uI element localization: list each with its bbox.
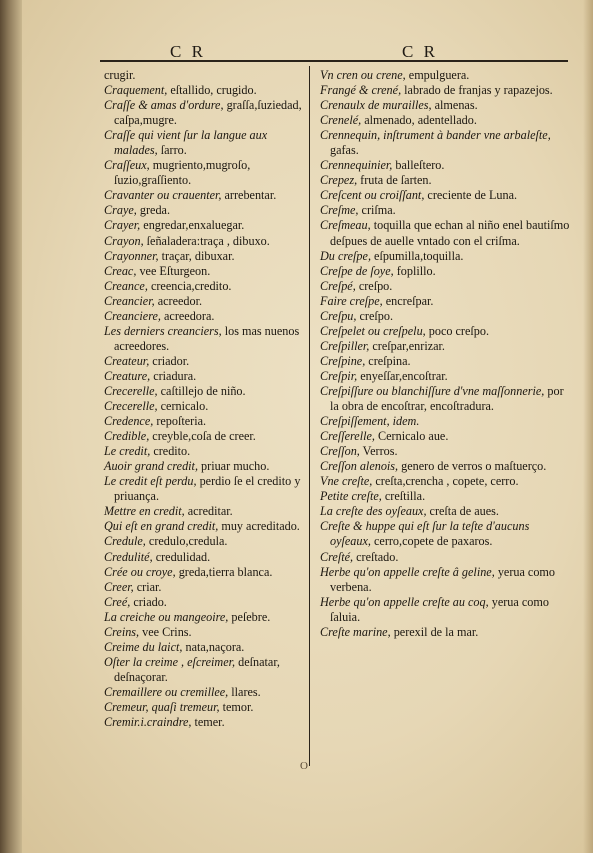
entry-headword: Creſſon, <box>320 444 360 459</box>
entry-headword: Crennequinier, <box>320 158 393 173</box>
dictionary-entry <box>104 384 306 399</box>
entry-translation: empulguera. <box>405 68 470 82</box>
entry-headword: Creſpine, <box>320 353 366 368</box>
entry-translation: mugriento,mugroſo, ſuzio,graſſiento. <box>114 158 251 188</box>
entry-headword: Crecerelle, <box>104 383 158 398</box>
entry-headword: Faire creſpe, <box>320 293 383 308</box>
entry-translation: temor. <box>219 699 254 714</box>
entry-headword: Creſte & huppe qui eſt ſur la teſte d'aucuns oyſeaux, <box>320 519 530 549</box>
dictionary-entry <box>320 339 570 354</box>
dictionary-entry <box>320 309 570 324</box>
entry-headword: Le credit eſt perdu, <box>104 474 197 489</box>
dictionary-entry <box>320 324 570 339</box>
dictionary-entry <box>320 625 570 640</box>
running-header <box>0 42 593 62</box>
entry-headword: Creac, <box>104 263 137 278</box>
entry-headword: Qui eſt en grand credit, <box>104 519 219 534</box>
dictionary-entry <box>320 354 570 369</box>
dictionary-entry <box>104 550 306 565</box>
dictionary-entry <box>104 625 306 640</box>
dictionary-entry <box>320 173 570 188</box>
entry-headword: Creſpé, <box>320 278 356 293</box>
entry-headword: Creime du laict, <box>104 639 183 654</box>
entry-translation: graſſa,ſuziedad, caſpa,mugre. <box>114 98 302 128</box>
footer-mark: O <box>300 760 308 772</box>
entry-headword: Credule, <box>104 534 146 549</box>
entry-translation: almenas. <box>431 98 478 113</box>
entry-headword: Vne creſte, <box>320 474 373 489</box>
entry-headword: La creſte des oyſeaux, <box>320 504 427 519</box>
entry-headword: Crée ou croye, <box>104 564 176 579</box>
entry-translation: priuar mucho. <box>198 459 270 474</box>
entry-translation: nata,naçora. <box>182 639 245 654</box>
dictionary-entry <box>104 294 306 309</box>
entry-headword: Crayonner, <box>104 248 159 263</box>
entry-headword: Creé, <box>104 594 131 609</box>
dictionary-entry <box>320 489 570 504</box>
entry-headword: Craye, <box>104 203 137 218</box>
entry-headword: Vn cren ou crene, <box>320 68 406 82</box>
entry-translation: fruta de ſarten. <box>357 173 432 188</box>
dictionary-entry <box>320 98 570 113</box>
entry-headword: Credulité, <box>104 549 153 564</box>
entry-translation: creſta,crencha , copete, cerro. <box>372 474 519 489</box>
entry-translation: creyble,coſa de creer. <box>149 429 256 444</box>
entry-headword: Creanciere, <box>104 308 161 323</box>
entry-headword: Crenaulx de murailles, <box>320 98 432 113</box>
dictionary-entry <box>104 655 306 685</box>
entry-translation: engredar,enxaluegar. <box>140 218 245 233</box>
entry-headword: Creſpu, <box>320 308 357 323</box>
entry-translation: cerro,copete de paxaros. <box>370 534 493 549</box>
dictionary-entry <box>320 504 570 519</box>
entry-headword: Creſpir, <box>320 368 358 383</box>
dictionary-entry <box>104 324 306 354</box>
entry-headword: Cravanter ou crauenter, <box>104 188 222 203</box>
entry-translation: yerua como ſaluia. <box>330 594 549 624</box>
entry-headword: Creature, <box>104 368 151 383</box>
dictionary-entry <box>104 504 306 519</box>
entry-headword: Herbe qu'on appelle creſte au coq, <box>320 594 489 609</box>
entry-headword: Mettre en credit, <box>104 504 185 519</box>
dictionary-entry <box>320 595 570 625</box>
dictionary-entry <box>320 429 570 444</box>
entry-translation: Cernicalo aue. <box>374 429 449 444</box>
entry-headword: Cremir.i.craindre, <box>104 715 192 730</box>
entry-translation: poco creſpo. <box>425 323 490 338</box>
entry-headword: Creſſon alenois, <box>320 459 399 474</box>
entry-headword: Craquement, <box>104 83 168 98</box>
entry-headword: Crennequin, inſtrument à bander vne arbaleſte, <box>320 128 551 143</box>
dictionary-entry <box>104 595 306 610</box>
dictionary-entry <box>104 565 306 580</box>
entry-headword: Crayon, <box>104 233 144 248</box>
dictionary-entry <box>320 188 570 203</box>
entry-translation: acreedora. <box>160 308 215 323</box>
dictionary-entry <box>320 203 570 218</box>
dictionary-entry <box>320 565 570 595</box>
entry-headword: Creſmeau, <box>320 218 371 233</box>
entry-translation: vee Crins. <box>139 624 192 639</box>
dictionary-entry <box>320 113 570 128</box>
book-gutter <box>0 0 22 853</box>
entry-translation: vee Eſturgeon. <box>136 263 211 278</box>
dictionary-entry <box>104 188 306 203</box>
entry-translation: balleſtero. <box>392 158 445 173</box>
entry-headword: Cremeur, quaſi tremeur, <box>104 699 220 714</box>
entry-translation: Verros. <box>359 444 398 459</box>
dictionary-entry <box>104 715 306 730</box>
entry-headword: Crenelé, <box>320 113 362 128</box>
entry-headword: Creſpiſſement, idem. <box>320 414 420 429</box>
entry-translation: toquilla que echan al niño enel bautiſmo deſpues de auelle vntado con el criſma. <box>330 218 570 248</box>
entry-translation: creſtado. <box>353 549 399 564</box>
entry-headword: Cremaillere ou cremillee, <box>104 684 229 699</box>
entry-translation: perexil de la mar. <box>390 624 479 639</box>
dictionary-entry <box>104 249 306 264</box>
entry-translation: creencia,credito. <box>147 278 232 293</box>
entry-translation: creſpo. <box>356 308 393 323</box>
entry-translation: credulo,credula. <box>145 534 228 549</box>
entry-headword: Creſme, <box>320 203 359 218</box>
header-right: C R <box>402 42 438 61</box>
entry-translation: genero de verros o maſtuerço. <box>398 459 547 474</box>
entry-translation: foplillo. <box>393 263 436 278</box>
dictionary-entry <box>320 158 570 173</box>
dictionary-entry <box>104 218 306 233</box>
entry-translation: ſarro. <box>157 143 187 158</box>
dictionary-entry <box>104 68 306 83</box>
dictionary-entry <box>104 203 306 218</box>
dictionary-entry <box>320 218 570 248</box>
entry-translation: almenado, adentellado. <box>361 113 477 128</box>
entry-translation: acreditar. <box>184 504 233 519</box>
entry-translation: creſpar,enrizar. <box>369 338 445 353</box>
entry-translation: los mas nuenos acreedores. <box>114 323 300 353</box>
entry-translation: encreſpar. <box>382 293 434 308</box>
dictionary-entry <box>104 369 306 384</box>
entry-translation: llares. <box>228 684 261 699</box>
dictionary-entry <box>104 399 306 414</box>
entry-translation: labrado de franjas y rapazejos. <box>401 83 553 98</box>
entry-translation: creſpo. <box>355 278 393 293</box>
entry-translation: creſtilla. <box>381 489 426 504</box>
dictionary-entry <box>320 369 570 384</box>
entry-headword: Crepez, <box>320 173 358 188</box>
entry-headword: Crayer, <box>104 218 141 233</box>
entry-headword: La creiche ou mangeoire, <box>104 609 229 624</box>
entry-headword: Les derniers creanciers, <box>104 323 222 338</box>
entry-translation: acreedor. <box>154 293 203 308</box>
dictionary-entry <box>104 354 306 369</box>
dictionary-entry <box>104 83 306 98</box>
dictionary-entry <box>104 610 306 625</box>
dictionary-entry <box>320 384 570 414</box>
dictionary-entry <box>104 580 306 595</box>
page-edge <box>583 0 593 853</box>
dictionary-entry <box>104 685 306 700</box>
entry-headword: Creſcent ou croiſſant, <box>320 188 425 203</box>
dictionary-entry <box>104 459 306 474</box>
dictionary-entry <box>320 128 570 158</box>
left-column <box>104 68 306 730</box>
entry-translation: yerua como verbena. <box>330 564 556 594</box>
entry-translation: crugir. <box>104 68 136 82</box>
dictionary-entry <box>104 128 306 158</box>
dictionary-entry <box>320 519 570 549</box>
entry-headword: Le credit, <box>104 444 151 459</box>
entry-translation: eſpumilla,toquilla. <box>371 248 464 263</box>
dictionary-entry <box>320 444 570 459</box>
dictionary-entry <box>320 294 570 309</box>
dictionary-entry <box>104 444 306 459</box>
dictionary-entry <box>104 309 306 324</box>
entry-headword: Creſpiller, <box>320 338 370 353</box>
entry-translation: criar. <box>133 579 162 594</box>
dictionary-entry <box>320 279 570 294</box>
column-separator <box>309 66 310 766</box>
dictionary-entry <box>320 414 570 429</box>
entry-translation: traçar, dibuxar. <box>158 248 235 263</box>
entry-translation: criadura. <box>150 368 197 383</box>
entry-headword: Creins, <box>104 624 140 639</box>
entry-headword: Creſte marine, <box>320 624 391 639</box>
dictionary-entry <box>320 474 570 489</box>
entry-translation: cernicalo. <box>157 399 209 414</box>
entry-headword: Auoir grand credit, <box>104 459 198 474</box>
dictionary-entry <box>104 429 306 444</box>
dictionary-entry <box>104 519 306 534</box>
entry-headword: Du creſpe, <box>320 248 371 263</box>
dictionary-entry <box>104 158 306 188</box>
header-rule <box>100 60 568 62</box>
dictionary-entry <box>320 459 570 474</box>
entry-translation: credulidad. <box>152 549 211 564</box>
entry-headword: Petite creſte, <box>320 489 382 504</box>
entry-translation: criador. <box>149 353 190 368</box>
entry-headword: Createur, <box>104 353 150 368</box>
dictionary-entry <box>320 249 570 264</box>
entry-translation: arrebentar. <box>221 188 277 203</box>
dictionary-entry <box>104 264 306 279</box>
entry-headword: Craſſe qui vient ſur la langue aux malades, <box>104 128 268 158</box>
dictionary-entry <box>320 550 570 565</box>
entry-headword: Credible, <box>104 429 150 444</box>
entry-translation: muy acreditado. <box>218 519 300 534</box>
entry-translation: greda. <box>136 203 171 218</box>
entry-translation: greda,tierra blanca. <box>175 564 273 579</box>
entry-headword: Craſſe & amas d'ordure, <box>104 98 224 113</box>
entry-translation: perdio ſe el credito y priuança. <box>114 474 301 504</box>
dictionary-entry <box>104 640 306 655</box>
entry-translation: ſeñaladera:traça , dibuxo. <box>143 233 270 248</box>
dictionary-entry <box>104 414 306 429</box>
right-column <box>320 68 570 640</box>
dictionary-entry <box>104 700 306 715</box>
entry-translation: peſebre. <box>228 609 271 624</box>
dictionary-entry <box>104 279 306 294</box>
dictionary-entry <box>104 98 306 128</box>
entry-translation: repoſteria. <box>153 414 207 429</box>
entry-translation: criado. <box>130 594 167 609</box>
entry-headword: Herbe qu'on appelle creſte â geline, <box>320 564 495 579</box>
entry-headword: Frangé & crené, <box>320 83 402 98</box>
entry-headword: Creer, <box>104 579 134 594</box>
entry-translation: gafas. <box>330 143 359 158</box>
dictionary-entry <box>320 68 570 83</box>
entry-headword: Credence, <box>104 414 154 429</box>
entry-translation: por la obra de encoſtrar, encoſtradura. <box>330 383 564 414</box>
header-left: C R <box>170 42 206 61</box>
entry-translation: creſta de aues. <box>426 504 499 519</box>
entry-headword: Creſpe de ſoye, <box>320 263 394 278</box>
entry-headword: Oſter la creime , eſcreimer, <box>104 654 236 669</box>
entry-headword: Creſté, <box>320 549 354 564</box>
entry-headword: Creſpelet ou creſpelu, <box>320 323 426 338</box>
entry-translation: eſtallido, crugido. <box>167 83 257 98</box>
entry-translation: criſma. <box>358 203 396 218</box>
entry-translation: deſnatar, deſnaçorar. <box>114 654 280 684</box>
entry-translation: temer. <box>191 715 225 730</box>
entry-translation: creciente de Luna. <box>424 188 518 203</box>
entry-headword: Creſſerelle, <box>320 429 375 444</box>
entry-headword: Creance, <box>104 278 148 293</box>
dictionary-entry <box>104 234 306 249</box>
entry-headword: Craſſeux, <box>104 158 150 173</box>
entry-headword: Creancier, <box>104 293 155 308</box>
entry-translation: creſpina. <box>365 353 411 368</box>
entry-translation: enyeſſar,encoſtrar. <box>357 368 448 383</box>
dictionary-entry <box>320 264 570 279</box>
dictionary-entry <box>104 534 306 549</box>
entry-headword: Crecerelle, <box>104 399 158 414</box>
entry-translation: caſtillejo de niño. <box>157 383 246 398</box>
entry-translation: credito. <box>150 444 191 459</box>
dictionary-entry <box>320 83 570 98</box>
dictionary-entry <box>104 474 306 504</box>
entry-headword: Creſpiſſure ou blanchiſſure d'vne maſſonnerie, <box>320 383 545 398</box>
